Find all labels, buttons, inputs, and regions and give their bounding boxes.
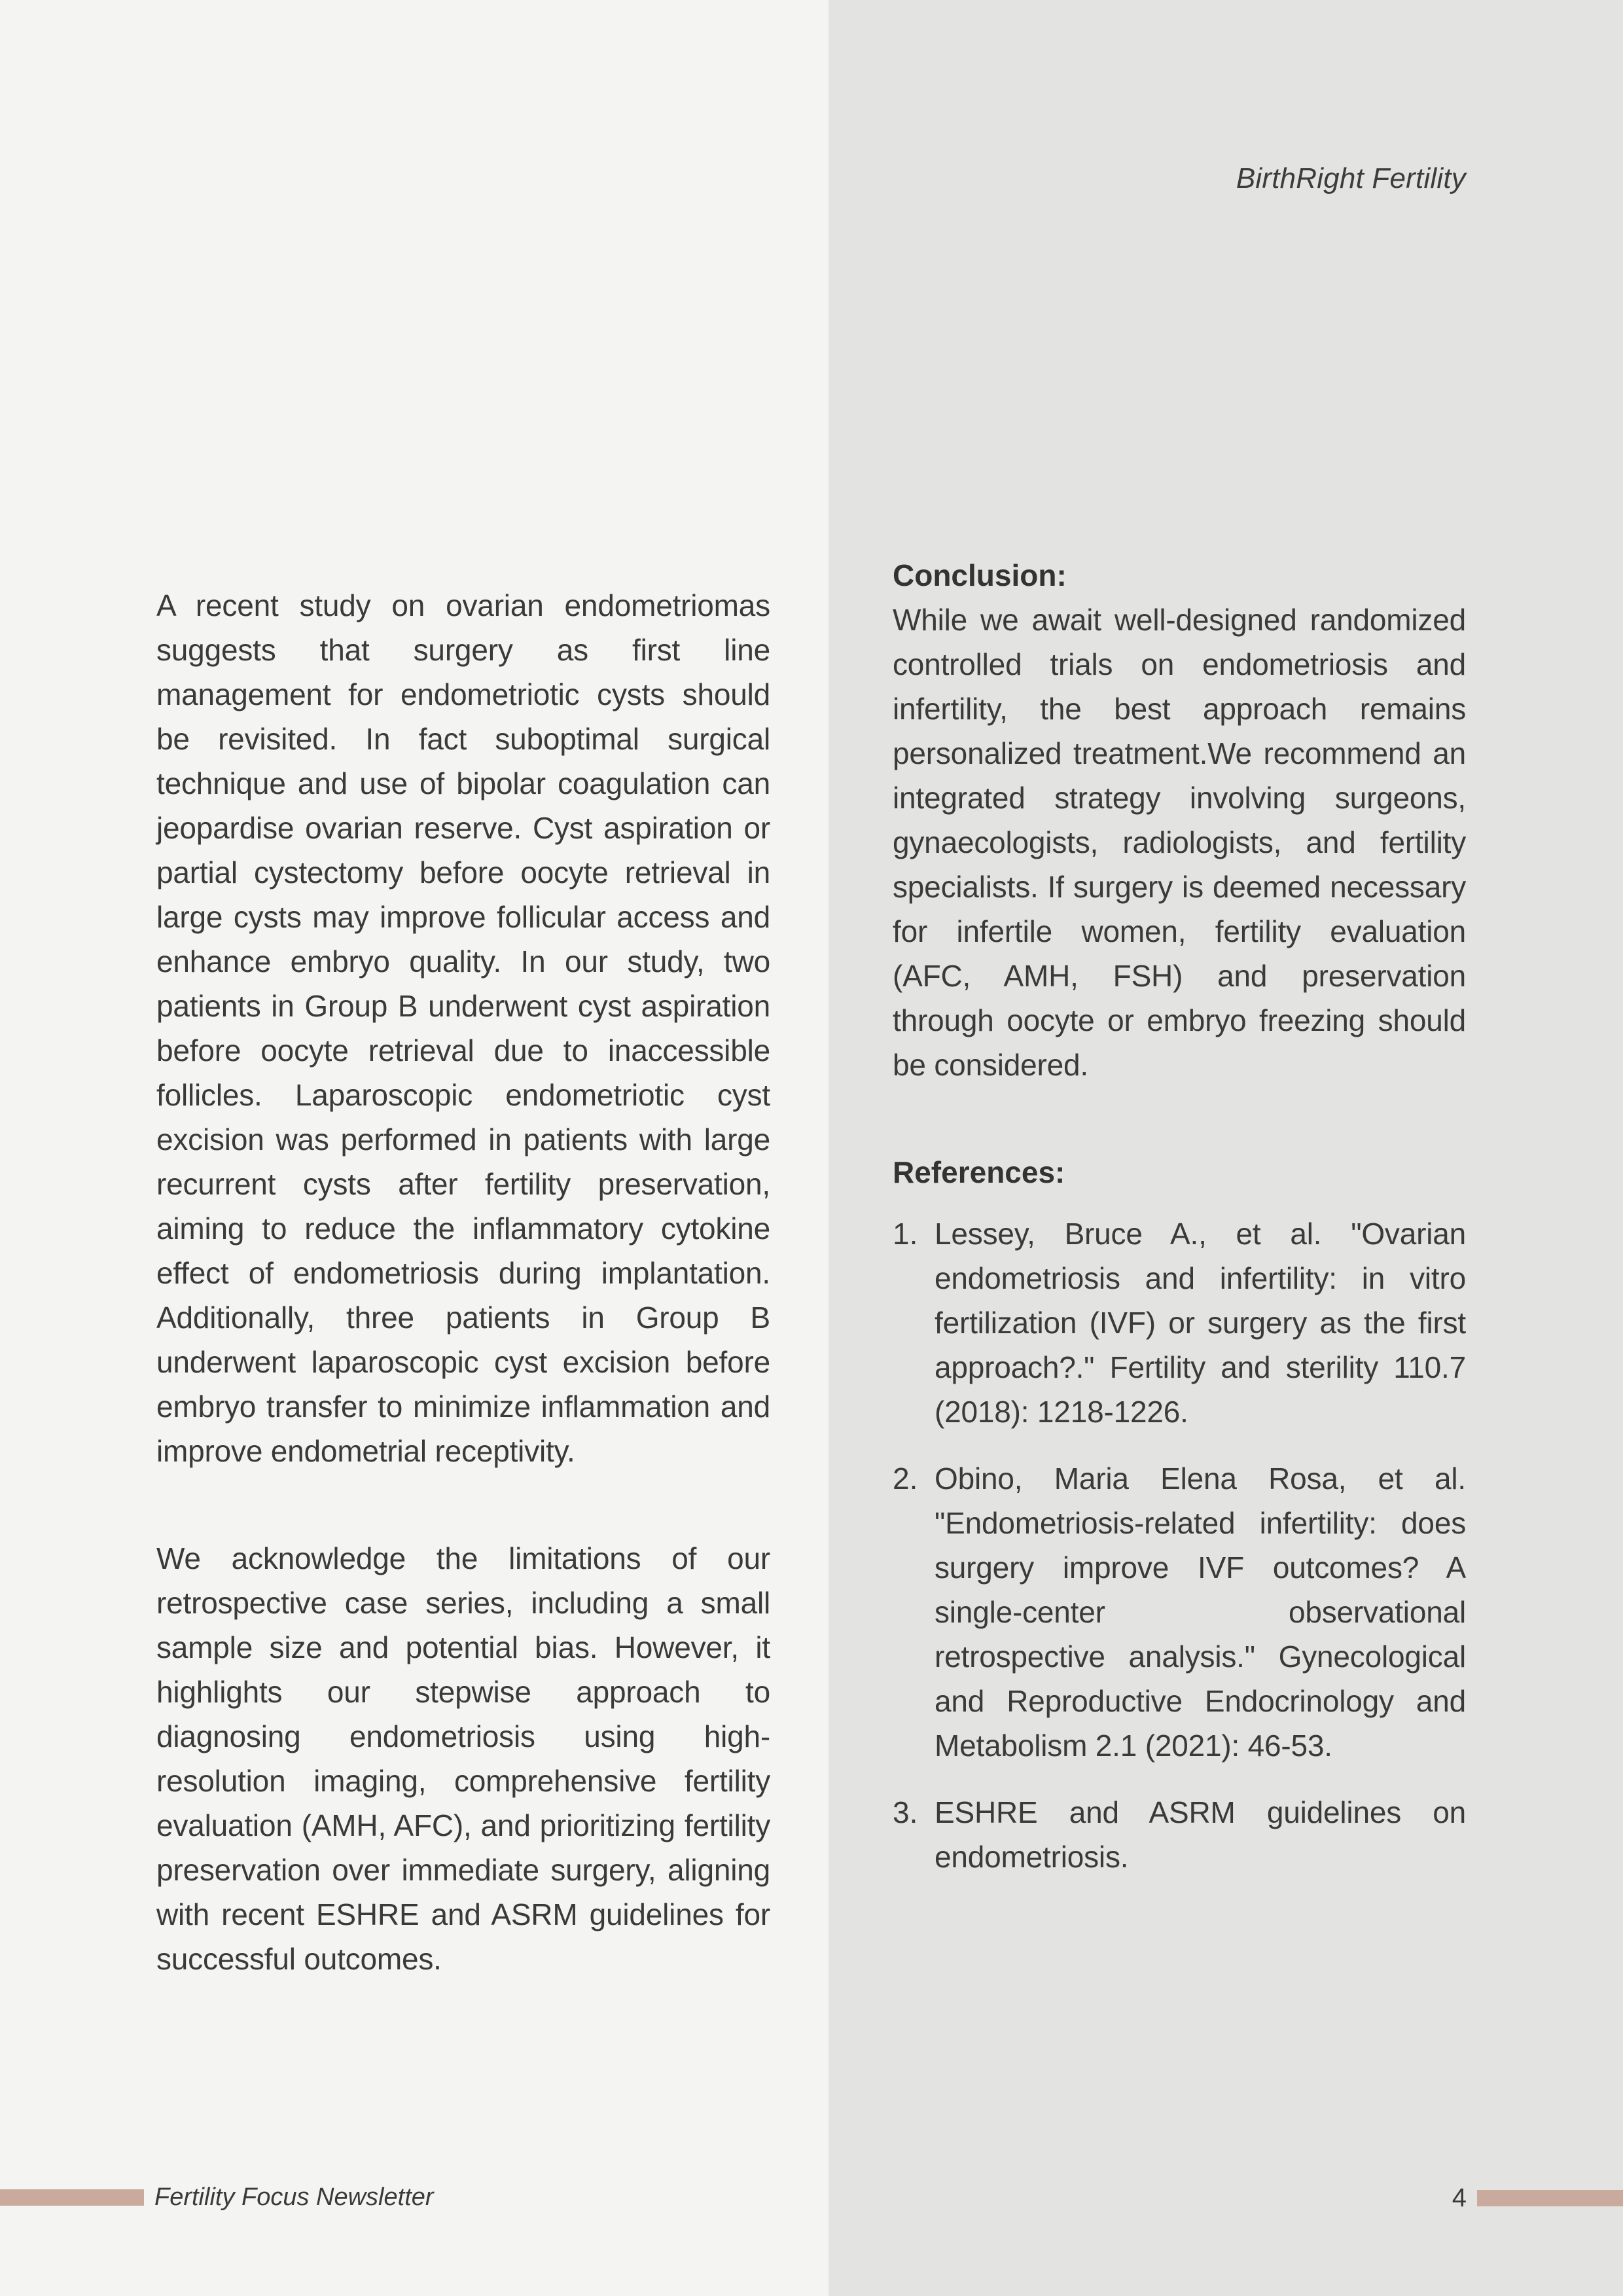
reference-text: ESHRE and ASRM guidelines on endometriosis. <box>935 1795 1466 1874</box>
reference-item <box>893 1456 1466 1768</box>
footer-accent-bar-right <box>1477 2190 1623 2206</box>
reference-marker: 3. <box>893 1795 918 1829</box>
reference-text: Obino, Maria Elena Rosa, et al. "Endometriosis-related infertility: does surgery improve IVF outcomes? A single-center observational retrospective analysis." Gynecological and Reproductive Endocrinology and Metabolism 2.1 (2021): 46-53. <box>935 1462 1466 1763</box>
reference-item <box>893 1211 1466 1434</box>
conclusion-heading: Conclusion: <box>893 558 1067 592</box>
brand-header: BirthRight Fertility <box>1236 162 1466 194</box>
reference-marker: 2. <box>893 1462 918 1496</box>
reference-marker: 1. <box>893 1217 918 1251</box>
references-list <box>893 1211 1466 1879</box>
reference-item <box>893 1790 1466 1879</box>
footer-left <box>0 2183 434 2212</box>
left-column <box>156 553 770 2011</box>
footer-newsletter-name: Fertility Focus Newsletter <box>154 2183 434 2211</box>
reference-text: Lessey, Bruce A., et al. "Ovarian endometriosis and infertility: in vitro fertilization (IVF) or surgery as the first approach?." Fertility and sterility 110.7 (2018): 1218-1226. <box>935 1217 1466 1429</box>
right-column <box>893 553 1466 1901</box>
references-heading: References: <box>893 1155 1065 1189</box>
footer-right <box>1452 2183 1623 2213</box>
body-paragraph-2: We acknowledge the limitations of our retrospective case series, including a small sample size and potential bias. However, it highlights our stepwise approach to diagnosing endometriosis using high-resolution imaging, comprehensive fertility evaluation (AMH, AFC), and prioritizing fertility preservation over immediate surgery, aligning with recent ESHRE and ASRM guidelines for successful outcomes. <box>156 1541 770 1976</box>
conclusion-paragraph: While we await well-designed randomized controlled trials on endometriosis and infertility, the best approach remains personalized treatment.We recommend an integrated strategy involving surgeons, gynaecologists, radiologists, and fertility specialists. If surgery is deemed necessary for infertile women, fertility evaluation (AFC, AMH, FSH) and preservation through oocyte or embryo freezing should be considered. <box>893 603 1466 1082</box>
footer-accent-bar-left <box>0 2189 144 2206</box>
footer-page-number: 4 <box>1452 2183 1467 2212</box>
body-paragraph-1: A recent study on ovarian endometriomas suggests that surgery as first line management for endometriotic cysts should be revisited. In fact suboptimal surgical technique and use of bipolar coagulation can jeopardise ovarian reserve. Cyst aspiration or partial cystectomy before oocyte retrieval in large cysts may improve follicular access and enhance embryo quality. In our study, two patients in Group B underwent cyst aspiration before oocyte retrieval due to inaccessible follicles. Laparoscopic endometriotic cyst excision was performed in patients with large recurrent cysts after fertility preservation, aiming to reduce the inflammatory cytokine effect of endometriosis during implantation. Additionally, three patients in Group B underwent laparoscopic cyst excision before embryo transfer to minimize inflammation and improve endometrial receptivity. <box>156 588 770 1468</box>
